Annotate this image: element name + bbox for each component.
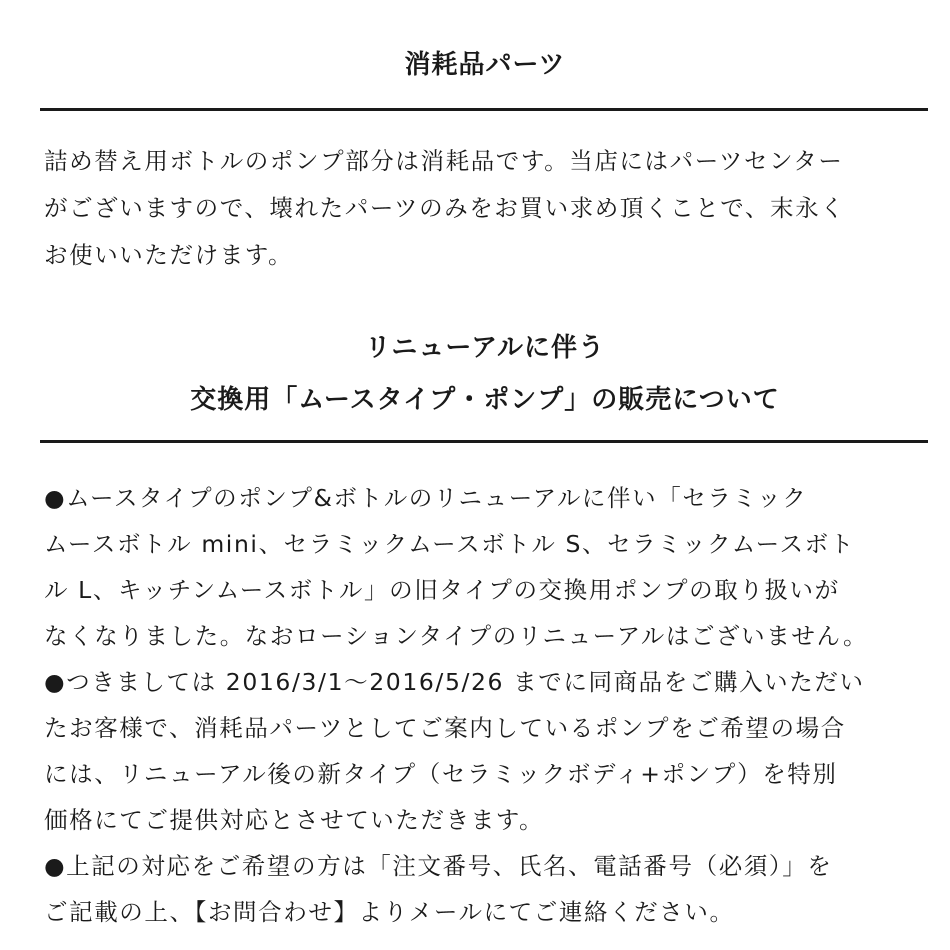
text-line: ご記載の上、【お問合わせ】よりメールにてご連絡ください。 xyxy=(44,898,735,926)
text-line: がございますので、壊れたパーツのみをお買い求め頂くことで、末永く xyxy=(44,194,846,222)
renewal-notice-text xyxy=(44,475,944,935)
text-line: お使いいただけます。 xyxy=(44,241,294,269)
text-line: には、リニューアル後の新タイプ（セラミックボディ+ポンプ）を特別 xyxy=(44,760,838,788)
text-line: たお客様で、消耗品パーツとしてご案内しているポンプをご希望の場合 xyxy=(44,714,846,742)
text-line: 価格にてご提供対応とさせていただきます。 xyxy=(44,806,545,834)
text-line: 詰め替え用ボトルのポンプ部分は消耗品です。当店にはパーツセンター xyxy=(44,147,844,175)
consumable-parts-text xyxy=(44,138,944,279)
text-line: ●ムースタイプのポンプ&ボトルのリニューアルに伴い「セラミック xyxy=(44,484,808,512)
section-divider xyxy=(40,440,928,443)
text-line: ●つきましては 2016/3/1～2016/5/26 までに同商品をご購入いただい xyxy=(44,668,865,696)
section-title-renewal: リニューアルに伴う xyxy=(364,333,606,363)
text-line: なくなりました。なおローションタイプのリニューアルはございません。 xyxy=(44,622,869,650)
section-title-consumable-parts: 消耗品パーツ xyxy=(404,50,566,80)
section-divider xyxy=(40,108,928,111)
text-line: ル L、キッチンムースボトル」の旧タイプの交換用ポンプの取り扱いが xyxy=(44,576,840,604)
text-line: ●上記の対応をご希望の方は「注文番号、氏名、電話番号（必須）」を xyxy=(44,852,833,880)
text-line: ムースボトル mini、セラミックムースボトル S、セラミックムースボト xyxy=(44,530,855,558)
section-subtitle-pump-sale: 交換用「ムースタイプ・ポンプ」の販売について xyxy=(190,385,780,415)
